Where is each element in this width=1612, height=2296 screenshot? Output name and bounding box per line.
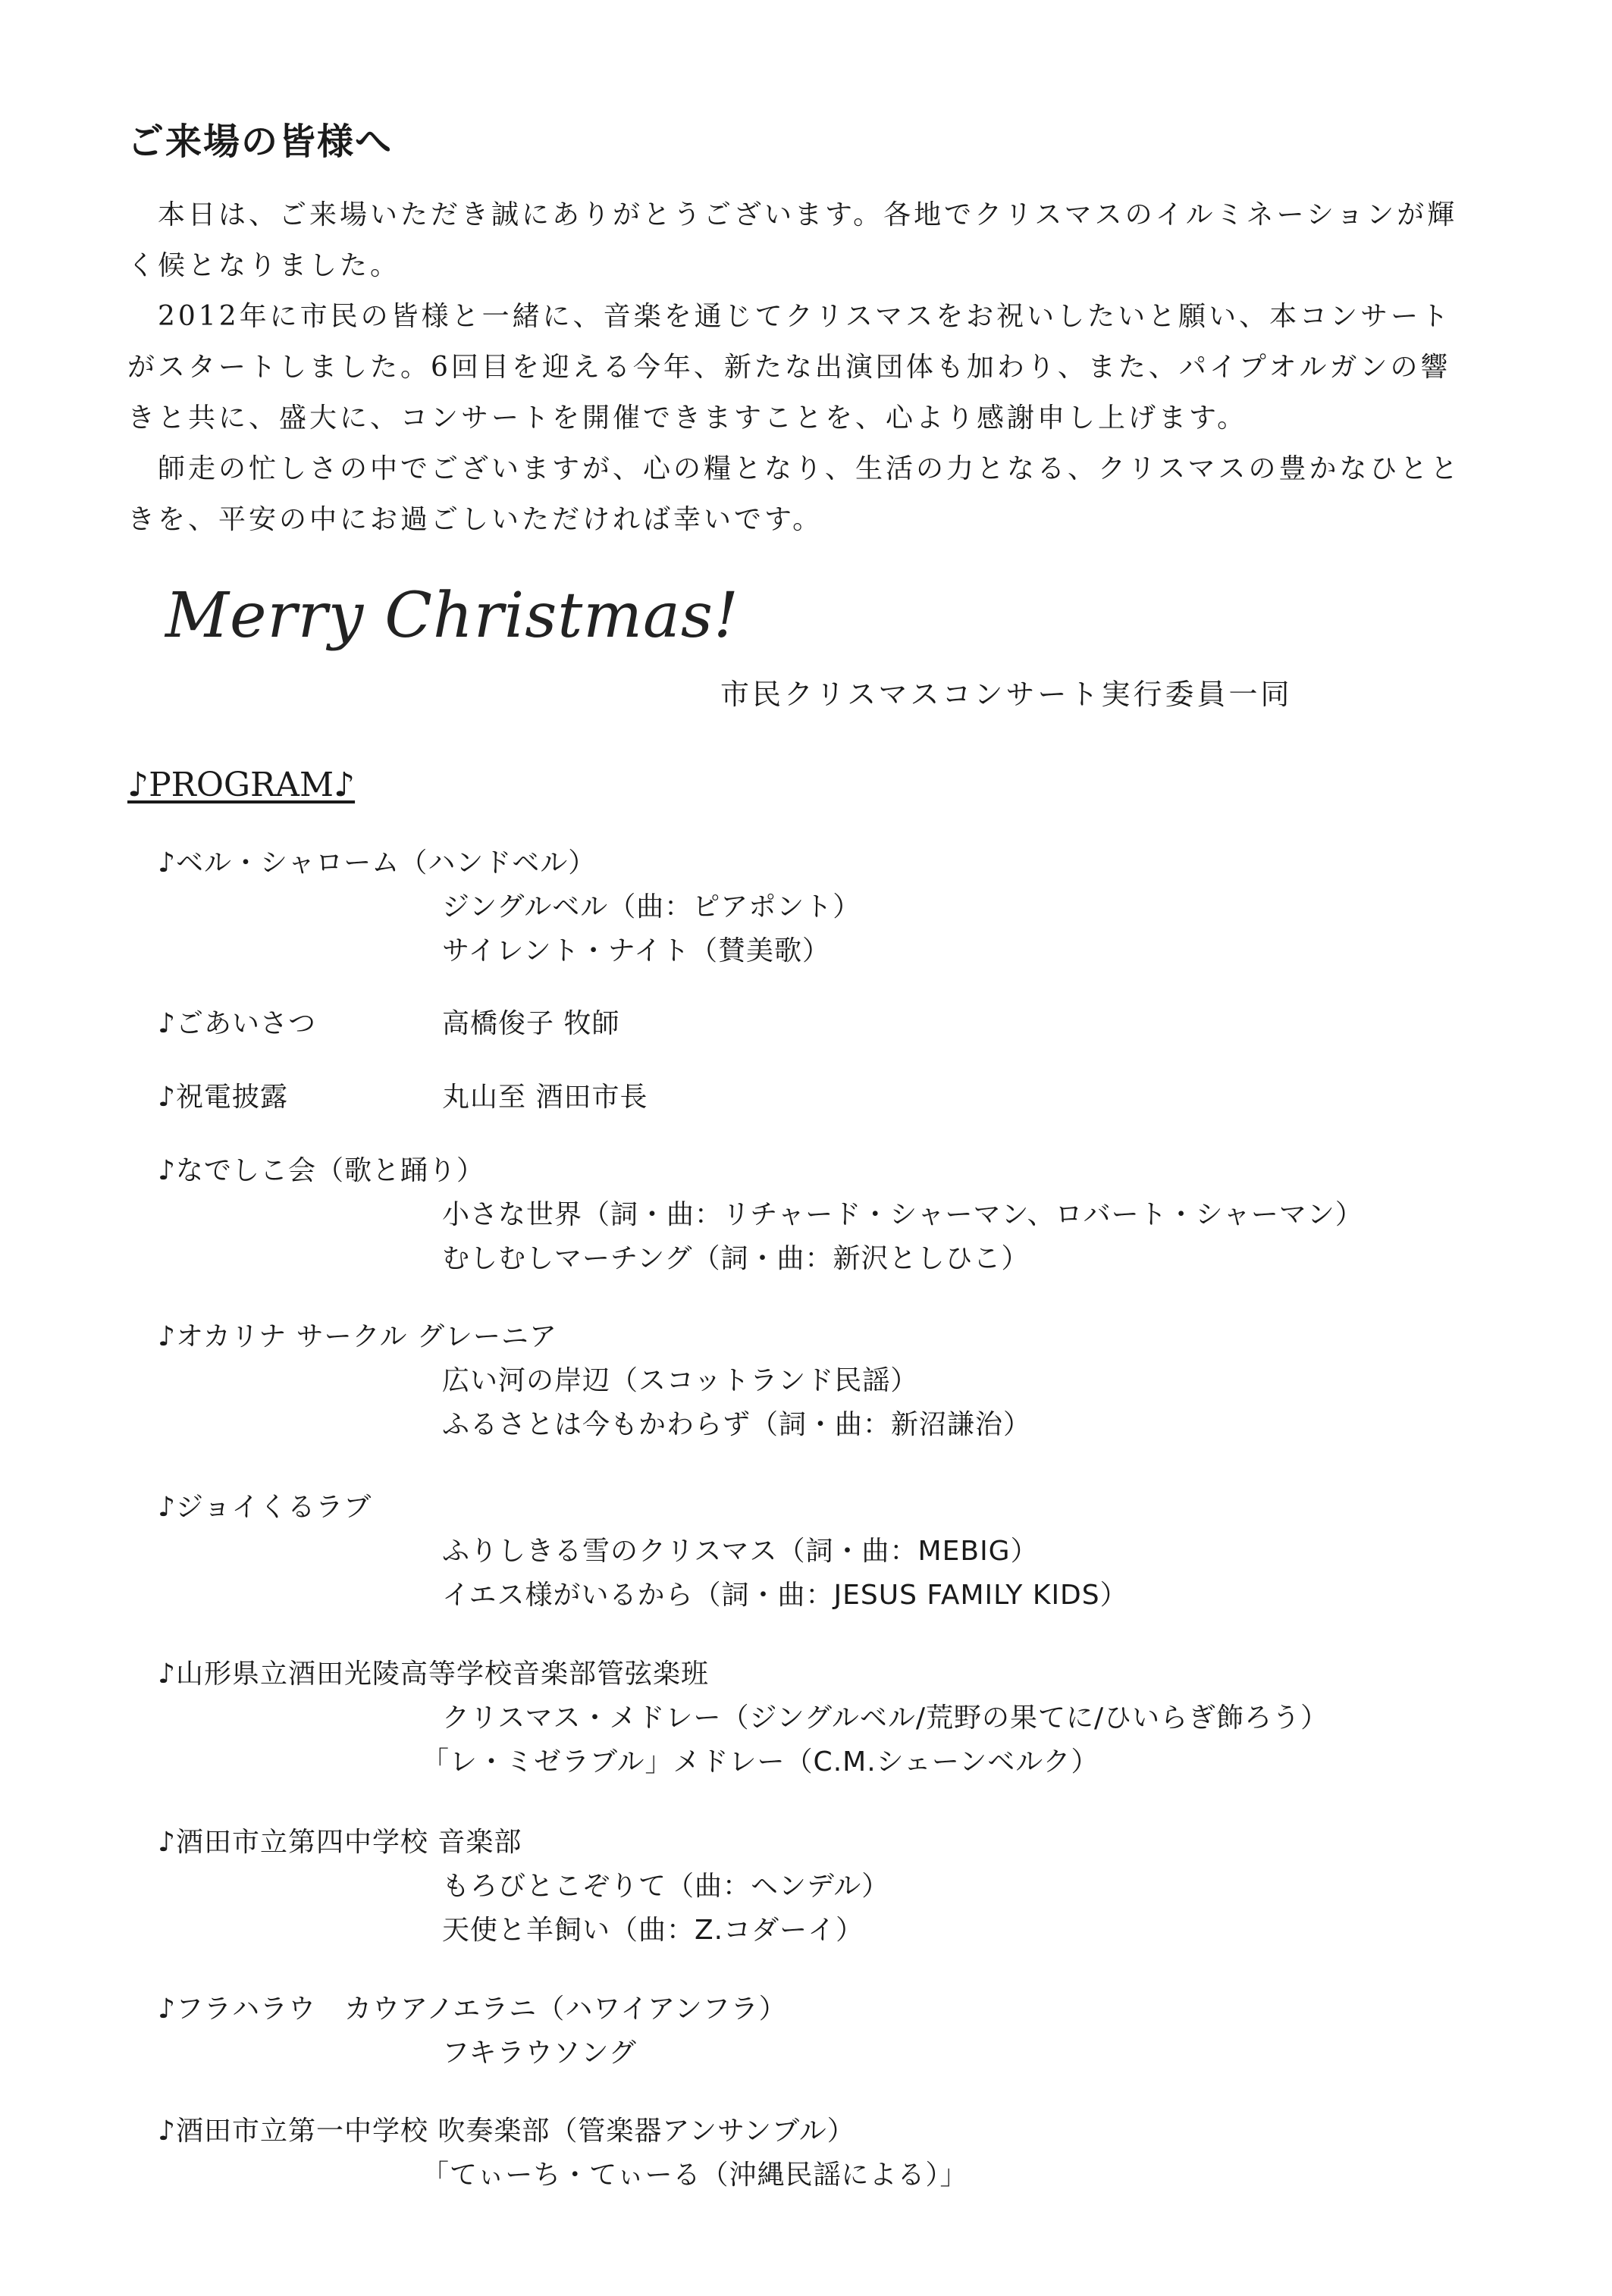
program-performer: ♪ジョイくるラブ (158, 1492, 372, 1523)
program-performer: ♪なでしこ会（歌と踊り） (158, 1155, 485, 1186)
signature: 市民クリスマスコンサート実行委員一同 (720, 678, 1293, 711)
program-piece: ふるさとは今もかわらず（詞・曲：新沼謙治） (442, 1409, 1032, 1440)
greeting-title: ご来場の皆様へ (127, 121, 394, 163)
program-piece: 小さな世界（詞・曲：リチャード・シャーマン、ロバート・シャーマン） (442, 1199, 1363, 1230)
program-piece: むしむしマーチング（詞・曲：新沢としひこ） (442, 1243, 1030, 1274)
merry-christmas-script: Merry Christmas! (165, 580, 739, 652)
program-performer-label: ♪祝電披露 (158, 1082, 288, 1113)
program-performer: ♪フラハラウ カウアノエラニ（ハワイアンフラ） (158, 1994, 787, 2025)
program-inline-name: 丸山至 酒田市長 (442, 1082, 648, 1113)
program-piece: 天使と羊飼い（曲：Z.コダーイ） (442, 1915, 864, 1946)
program-piece: ふりしきる雪のクリスマス（詞・曲：MEBIG） (442, 1536, 1039, 1567)
program-piece: ジングルベル（曲：ピアポント） (442, 891, 861, 922)
program-performer: ♪オカリナ サークル グレーニア (158, 1321, 557, 1352)
greeting-paragraph: 2012年に市民の皆様と一緒に、音楽を通じてクリスマスをお祝いしたいと願い、本コンサートがスタートしました。6回目を迎える今年、新たな出演団体も加わり、また、パイプオルガンの響きと共に、盛大に、コンサートを開催できますことを、心より感謝申し上げます。 (127, 301, 1452, 434)
program-piece: 「てぃーち・てぃーる（沖縄民謡による）」 (422, 2160, 968, 2191)
program-performer: ♪酒田市立第四中学校 音楽部 (158, 1827, 522, 1858)
program-piece: サイレント・ナイト（賛美歌） (442, 935, 831, 966)
program-piece: クリスマス・メドレー（ジングルベル/荒野の果てに/ひいらぎ飾ろう） (442, 1702, 1329, 1734)
program-heading: ♪PROGRAM♪ (127, 766, 356, 804)
program-piece: 「レ・ミゼラブル」メドレー（C.M.シェーンベルク） (422, 1746, 1099, 1778)
program-performer (158, 1076, 648, 1114)
program-piece: イエス様がいるから（詞・曲：JESUS FAMILY KIDS） (442, 1580, 1128, 1611)
greeting-paragraph: 師走の忙しさの中でございますが、心の糧となり、生活の力となる、クリスマスの豊かなひとときを、平安の中にお過ごしいただければ幸いです。 (127, 453, 1461, 535)
greeting-paragraph: 本日は、ご来場いただき誠にありがとうございます。各地でクリスマスのイルミネーションが輝く候となりました。 (127, 199, 1458, 281)
program-piece: 広い河の岸辺（スコットランド民謡） (442, 1365, 919, 1396)
program-performer: ♪山形県立酒田光陵高等学校音楽部管弦楽班 (158, 1659, 709, 1690)
program-performer: ♪酒田市立第一中学校 吹奏楽部（管楽器アンサンブル） (158, 2116, 855, 2147)
program-performer (158, 1002, 620, 1041)
program-piece: フキラウソング (442, 2038, 637, 2069)
program-performer: ♪ベル・シャローム（ハンドベル） (158, 847, 597, 879)
program-piece: もろびとこぞりて（曲：ヘンデル） (442, 1871, 890, 1902)
program-performer-label: ♪ごあいさつ (158, 1008, 316, 1039)
greeting-body (127, 190, 1462, 545)
program-inline-name: 高橋俊子 牧師 (442, 1008, 620, 1039)
